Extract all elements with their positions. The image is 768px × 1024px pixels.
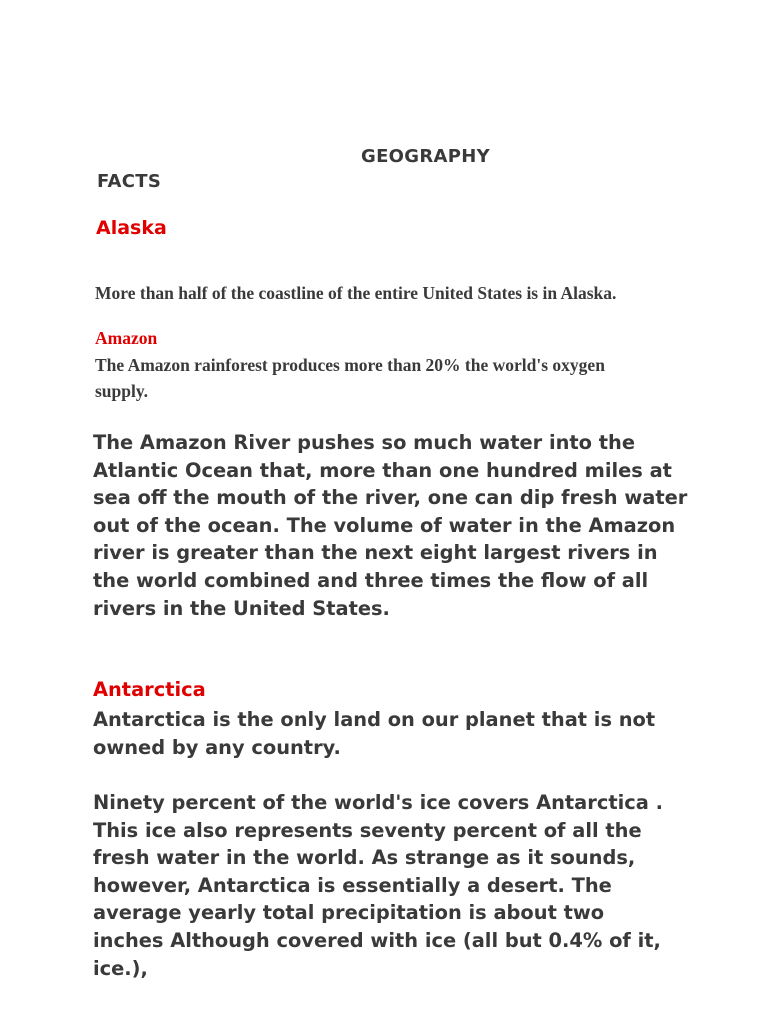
page-title-line2: FACTS bbox=[97, 171, 162, 192]
section-heading-alaska: Alaska bbox=[96, 217, 167, 239]
amazon-fact-rainforest: The Amazon rainforest produces more than 20% the world's oxygen supply. bbox=[95, 355, 605, 401]
section-heading-amazon: Amazon bbox=[95, 328, 158, 348]
antarctica-fact-ice: Ninety percent of the world's ice covers Antarctica . This ice also represents seventy percent of all the fresh water in the world. As strange as it sounds, however, Antarctica is essentially a desert. The average yearly total precipitation is about two inches Although covered with ice (all but 0.4% of it, ice.), bbox=[93, 791, 663, 980]
section-heading-antarctica: Antarctica bbox=[93, 678, 206, 701]
page-title-line1: GEOGRAPHY bbox=[361, 146, 490, 167]
amazon-fact-river: The Amazon River pushes so much water into the Atlantic Ocean that, more than one hundred miles at sea off the mouth of the river, one can dip fresh water out of the ocean. The volume of water in the Amazon river is greater than the next eight largest rivers in the world combined and three times the flow of all rivers in the United States. bbox=[93, 431, 688, 620]
alaska-fact: More than half of the coastline of the entire United States is in Alaska. bbox=[95, 283, 617, 303]
antarctica-fact-ownership: Antarctica is the only land on our planet that is not owned by any country. bbox=[93, 708, 656, 759]
